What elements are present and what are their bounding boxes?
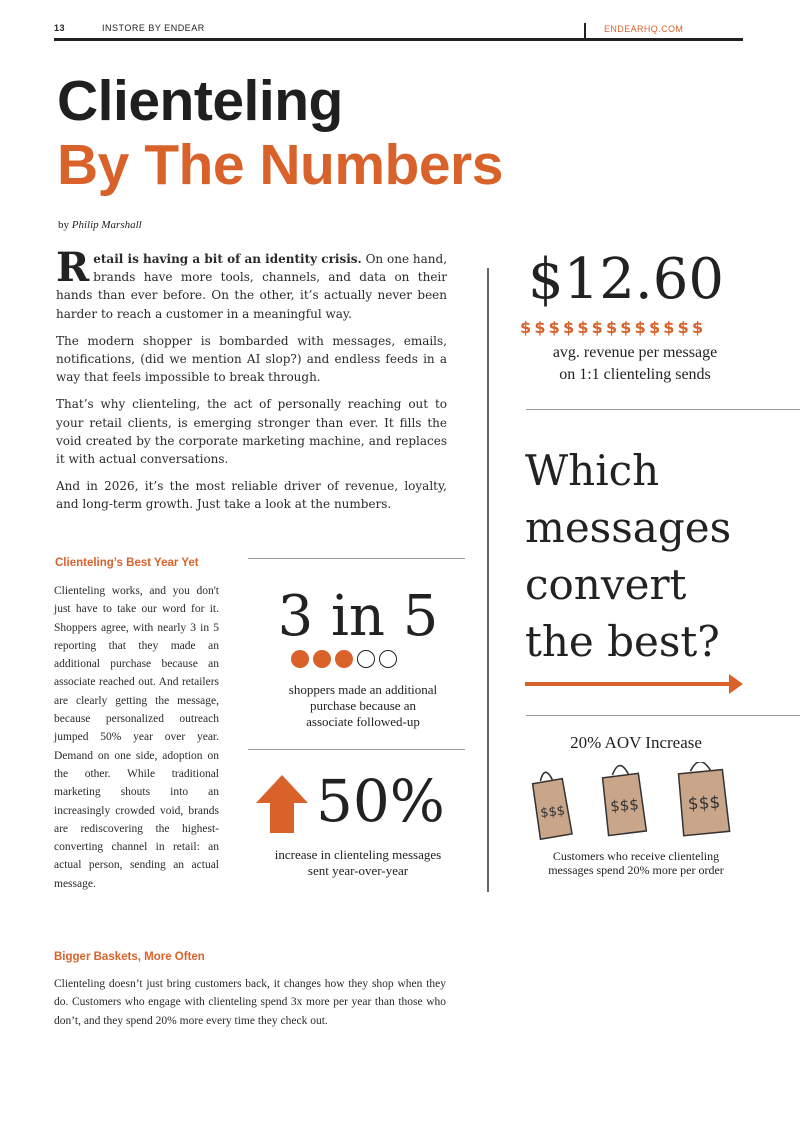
aov-caption-line-1: Customers who receive clienteling bbox=[552, 849, 720, 863]
revenue-stat-value: $12.60 bbox=[528, 247, 724, 312]
growth-stat-caption bbox=[248, 847, 468, 879]
ratio-stat-caption bbox=[258, 682, 468, 730]
which-line-4: the best? bbox=[525, 617, 720, 666]
revenue-caption-line-1: avg. revenue per message bbox=[552, 344, 718, 361]
filled-dot-icon bbox=[313, 650, 331, 668]
dollar-sign-icon: $ bbox=[677, 318, 689, 337]
dollar-sign-icon: $ bbox=[577, 318, 589, 337]
growth-stat-value: 50% bbox=[316, 767, 445, 835]
which-line-3: convert bbox=[525, 560, 687, 609]
right-rule-1 bbox=[526, 409, 800, 410]
page-title: Clienteling bbox=[57, 69, 343, 133]
middle-rule-1 bbox=[248, 558, 465, 559]
which-line-1: Which bbox=[525, 446, 660, 495]
arrow-up-icon bbox=[256, 775, 308, 833]
empty-dot-icon bbox=[379, 650, 397, 668]
revenue-stat-caption bbox=[510, 342, 760, 386]
intro-lede: etail is having a bit of an identity crisis. bbox=[93, 252, 362, 266]
byline bbox=[58, 219, 142, 231]
header-divider bbox=[584, 23, 586, 39]
header-rule bbox=[54, 38, 743, 41]
arrow-right-icon bbox=[525, 673, 745, 695]
dollar-sign-icon: $ bbox=[620, 318, 632, 337]
growth-caption-line-1: increase in clienteling messages bbox=[274, 847, 442, 862]
revenue-caption-line-2: on 1:1 clienteling sends bbox=[559, 366, 711, 383]
aov-caption-line-2: messages spend 20% more per order bbox=[548, 863, 724, 877]
aov-title: 20% AOV Increase bbox=[570, 733, 702, 752]
filled-dot-icon bbox=[291, 650, 309, 668]
empty-dot-icon bbox=[357, 650, 375, 668]
byline-author: Philip Marshall bbox=[71, 219, 142, 231]
which-line-2: messages bbox=[525, 503, 732, 552]
section-heading-best-year: Clienteling’s Best Year Yet bbox=[55, 557, 199, 569]
section-body-best-year: Clienteling works, and you don't just have to take our word for it. Shoppers agree, with nearly 3 in 5 reporting that they made an additional purchase because an associate reached out. And retailers are clearly getting the message, because personalized outreach jumped 50% year over year. Demand on one side, adoption on the other. While traditional marketing shouts into an increasingly crowded void, brands are rediscovering the highest-converting channel in retail: an actual person, sending an actual message. bbox=[54, 585, 219, 890]
ratio-stat-value: 3 in 5 bbox=[277, 584, 439, 649]
right-rule-2 bbox=[526, 715, 800, 716]
dollar-sign-icon: $ bbox=[648, 318, 661, 337]
section-heading-bigger-baskets: Bigger Baskets, More Often bbox=[54, 951, 205, 963]
bag-label: $$$ bbox=[609, 795, 640, 816]
column-divider bbox=[487, 268, 489, 892]
ratio-caption-line-3: associate followed-up bbox=[306, 714, 420, 729]
intro-paragraph-3: That’s why clienteling, the act of personally reaching out to your retail clients, is emerging stronger than ever. It fills the void created by the corporate marketing machine, and replaces it with actual conversations. bbox=[56, 397, 447, 467]
bag-label: $$$ bbox=[539, 803, 566, 822]
dollar-sign-icon: $ bbox=[605, 318, 618, 337]
site-url[interactable]: ENDEARHQ.COM bbox=[604, 24, 684, 34]
page-number: 13 bbox=[54, 23, 66, 33]
dollar-sign-icon: $ bbox=[562, 318, 575, 337]
dollar-sign-icon: $ bbox=[591, 318, 603, 337]
publication-name: INSTORE BY ENDEAR bbox=[102, 23, 205, 33]
intro-paragraph-1 bbox=[56, 244, 448, 323]
intro-p1-rest: On one hand, brands have more tools, channels, and data on their hands than ever before. On the other, it’s actually never been harder to reach a customer in a meaningful way. bbox=[56, 252, 448, 321]
intro-text bbox=[56, 244, 448, 523]
aov-caption bbox=[520, 849, 752, 877]
shopping-bag-icon-medium bbox=[602, 764, 647, 836]
dollar-sign-icon: $ bbox=[634, 318, 646, 337]
intro-paragraph-2: The modern shopper is bombarded with messages, emails, notifications, (did we mention AI slop?) and endless feeds in a way that feels impossible to break through. bbox=[56, 333, 447, 385]
dollar-sign-icon: $ bbox=[520, 318, 532, 337]
ratio-caption-line-2: purchase because an bbox=[309, 698, 417, 713]
ratio-dots bbox=[291, 650, 397, 668]
dollar-sign-icon: $ bbox=[691, 318, 704, 337]
bag-label: $$$ bbox=[687, 792, 721, 815]
page-subtitle: By The Numbers bbox=[57, 133, 503, 197]
dollar-signs-row bbox=[520, 318, 703, 337]
middle-rule-2 bbox=[248, 749, 465, 750]
filled-dot-icon bbox=[335, 650, 353, 668]
intro-paragraph-4: And in 2026, it’s the most reliable driver of revenue, loyalty, and long-term growth. Just take a look at the numbers. bbox=[56, 479, 447, 512]
dollar-sign-icon: $ bbox=[534, 318, 546, 337]
byline-prefix: by bbox=[58, 219, 69, 231]
shopping-bag-icon-small bbox=[532, 770, 573, 839]
dollar-sign-icon: $ bbox=[548, 318, 560, 337]
drop-cap: R bbox=[56, 244, 90, 291]
which-messages-heading bbox=[525, 442, 795, 670]
shopping-bag-icon-large bbox=[678, 762, 730, 836]
ratio-caption-line-1: shoppers made an additional bbox=[288, 682, 438, 697]
growth-caption-line-2: sent year-over-year bbox=[307, 863, 409, 878]
section-body-bigger-baskets: Clienteling doesn’t just bring customers back, it changes how they shop when they do. Customers who engage with clienteling spend 3x more per year than those who don’t, and they spend 20% more every time they check out. bbox=[54, 978, 446, 1027]
shopping-bags-illustration bbox=[526, 762, 746, 842]
dollar-sign-icon: $ bbox=[663, 318, 675, 337]
